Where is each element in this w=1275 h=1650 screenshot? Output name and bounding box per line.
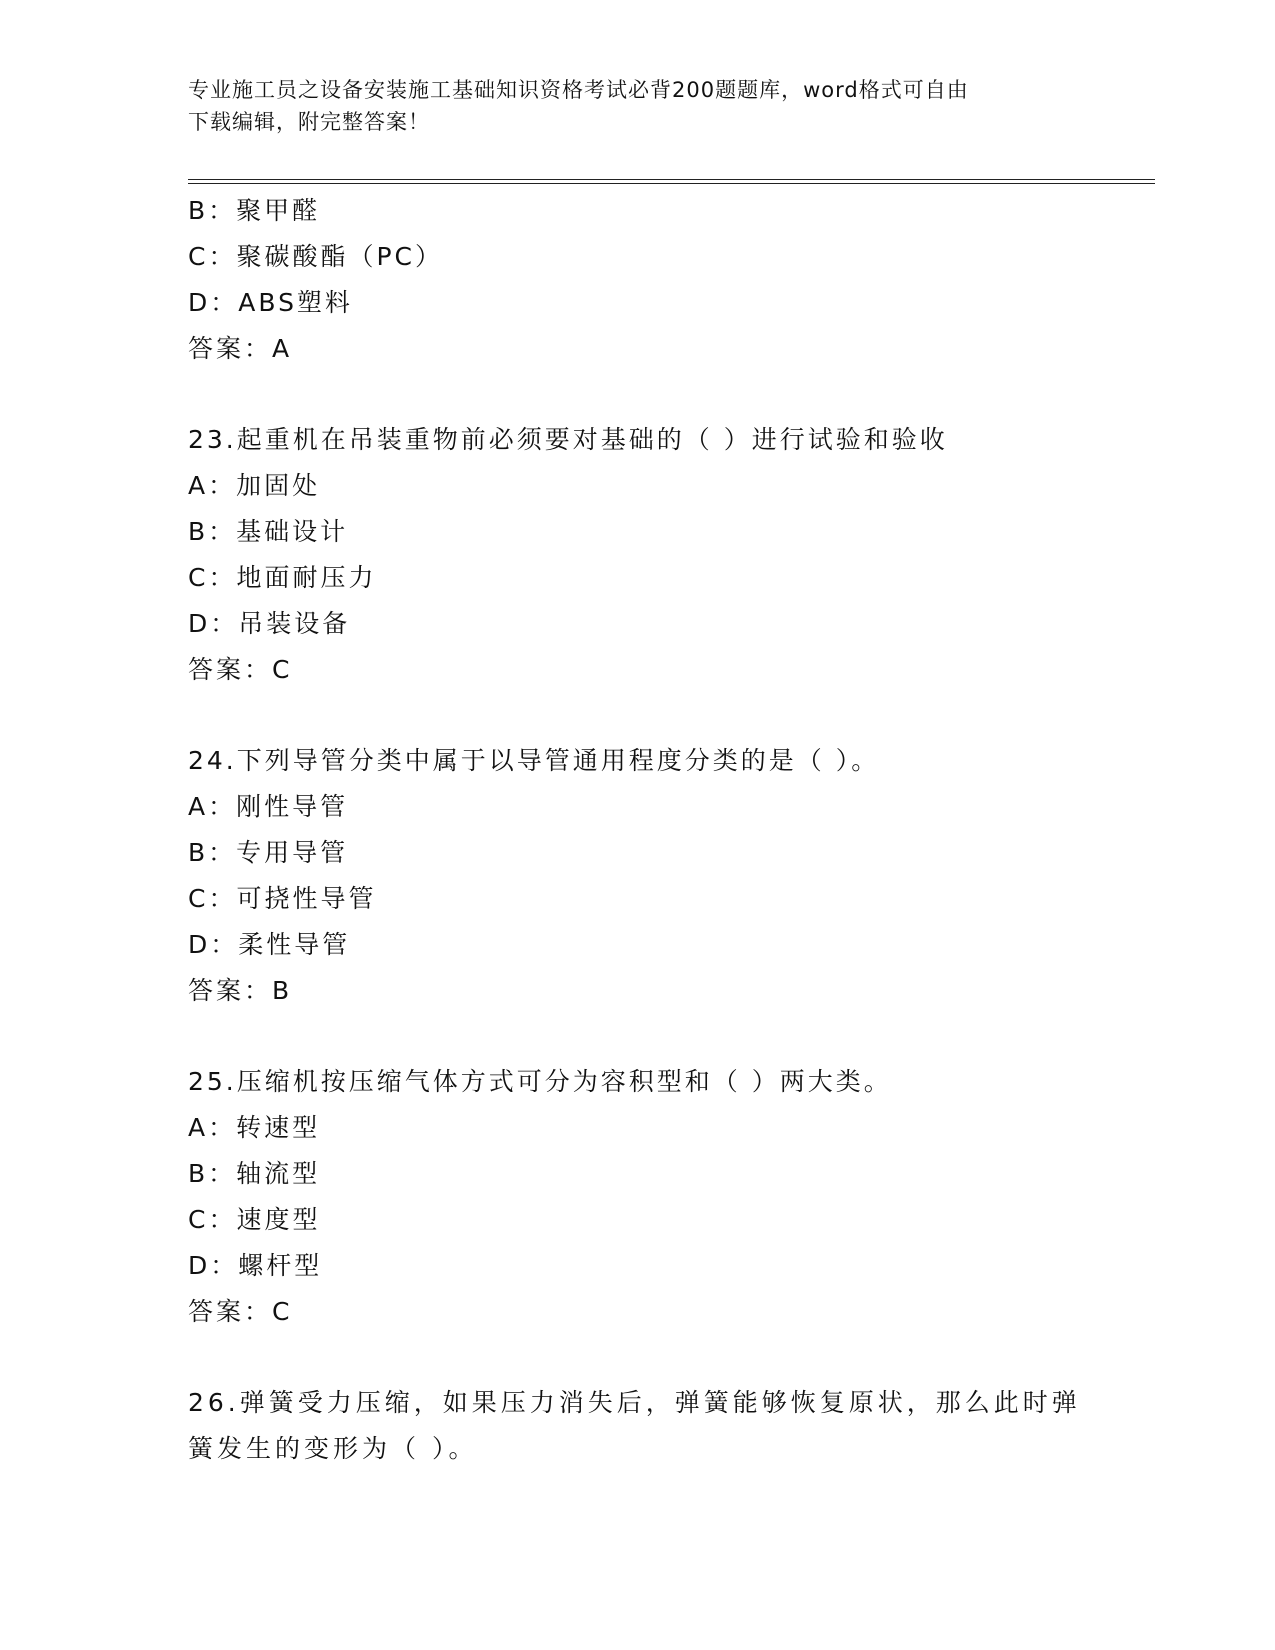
option-b: B：聚甲醛 (188, 196, 321, 225)
question-text: 23.起重机在吊装重物前必须要对基础的（ ）进行试验和验收 (188, 425, 948, 454)
option-a: A：加固处 (188, 471, 321, 500)
option-b: B：轴流型 (188, 1159, 321, 1188)
header-line-1: 专业施工员之设备安装施工基础知识资格考试必背200题题库，word格式可自由 (188, 78, 969, 102)
header-divider-top (188, 179, 1155, 180)
option-c: C：速度型 (188, 1205, 321, 1234)
question-block-23 (188, 417, 1148, 693)
question-block-22 (188, 188, 1148, 372)
option-b: B：基础设计 (188, 517, 349, 546)
question-block-25 (188, 1059, 1148, 1335)
question-block-26 (188, 1380, 1148, 1472)
answer-text: 答案：B (188, 976, 293, 1005)
option-c: C：聚碳酸酯（PC） (188, 242, 443, 271)
option-d: D：ABS塑料 (188, 288, 353, 317)
question-list (188, 188, 1148, 1472)
question-text: 24.下列导管分类中属于以导管通用程度分类的是（ ）。 (188, 746, 880, 775)
option-d: D：柔性导管 (188, 930, 351, 959)
option-d: D：螺杆型 (188, 1251, 323, 1280)
header-line-2: 下载编辑，附完整答案！ (188, 110, 430, 134)
question-text: 26.弹簧受力压缩，如果压力消失后，弹簧能够恢复原状，那么此时弹簧发生的变形为（ ）。 (188, 1388, 1081, 1463)
document-header (188, 74, 1068, 138)
answer-text: 答案：A (188, 334, 293, 363)
answer-text: 答案：C (188, 1297, 293, 1326)
option-a: A：刚性导管 (188, 792, 349, 821)
option-c: C：地面耐压力 (188, 563, 377, 592)
option-a: A：转速型 (188, 1113, 321, 1142)
question-block-24 (188, 738, 1148, 1014)
question-text: 25.压缩机按压缩气体方式可分为容积型和（ ）两大类。 (188, 1067, 892, 1096)
option-d: D：吊装设备 (188, 609, 351, 638)
header-divider-bottom (188, 183, 1155, 184)
answer-text: 答案：C (188, 655, 293, 684)
option-b: B：专用导管 (188, 838, 349, 867)
option-c: C：可挠性导管 (188, 884, 377, 913)
